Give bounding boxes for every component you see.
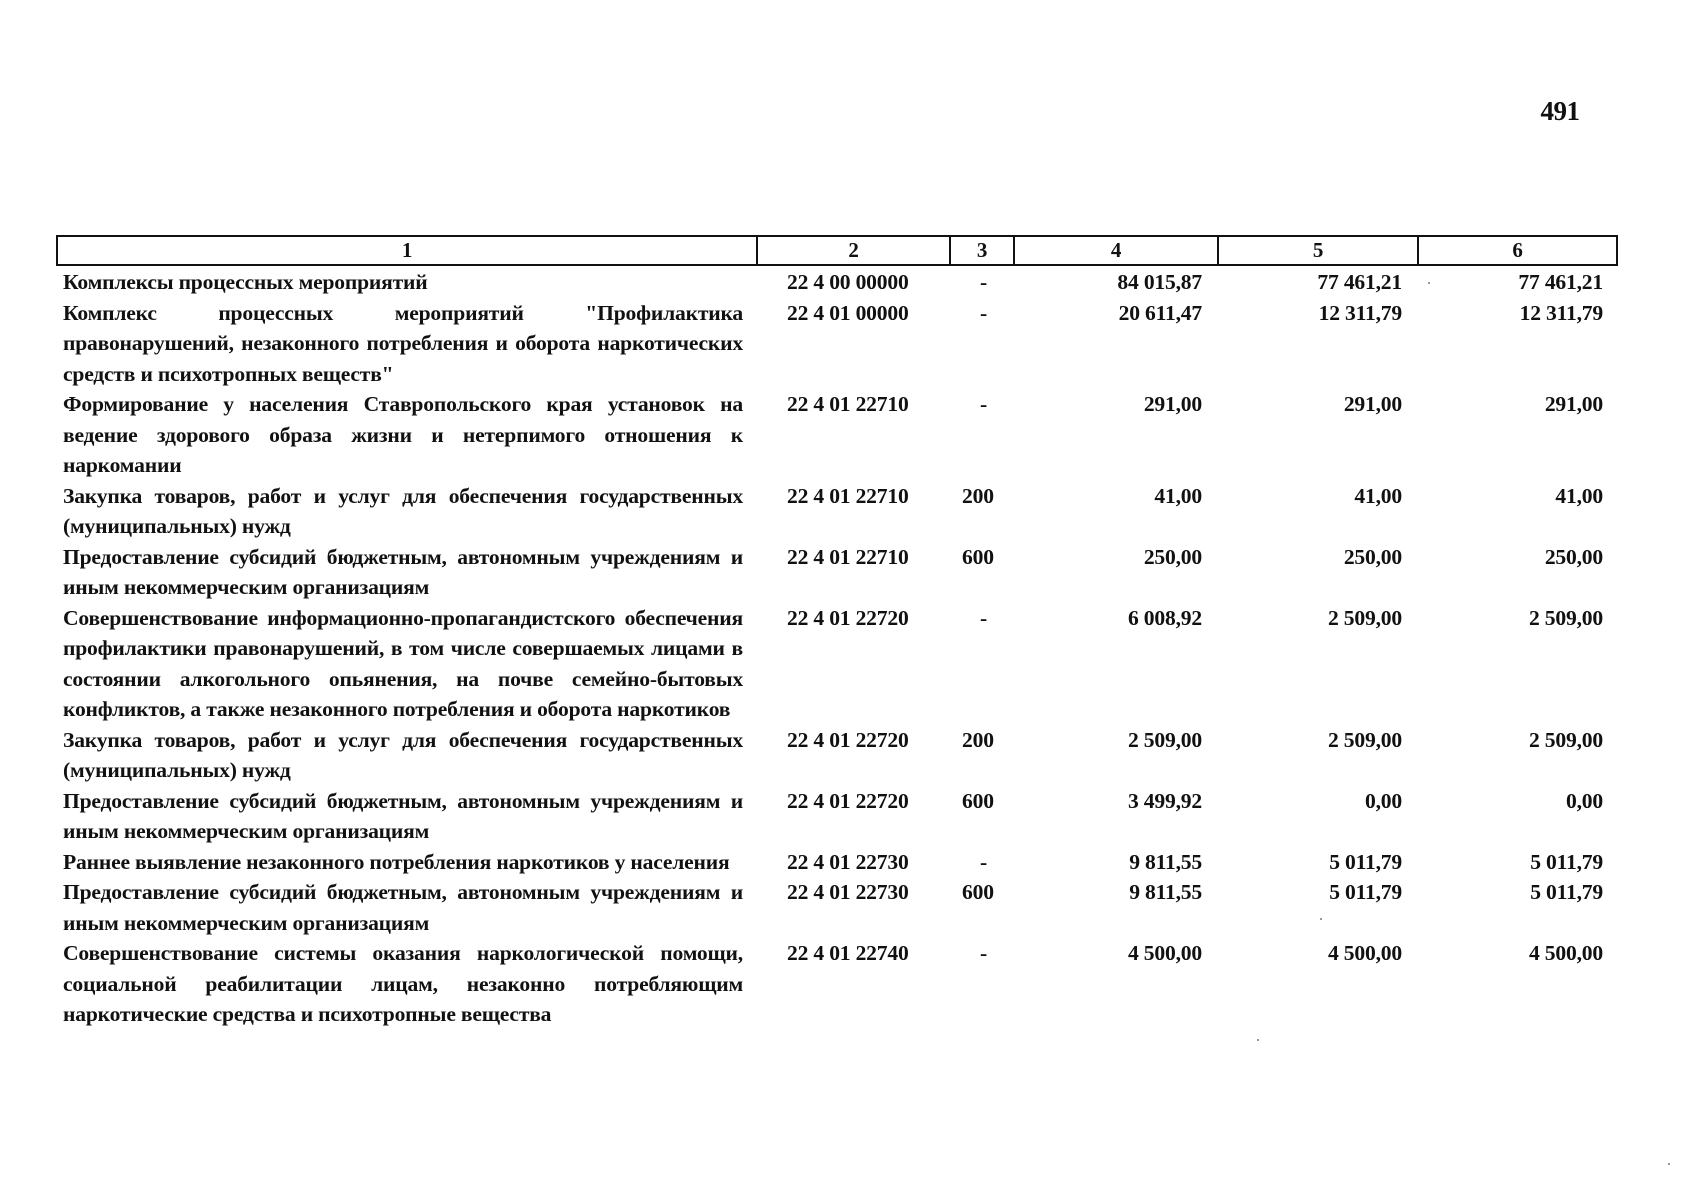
table-row — [57, 481, 1617, 542]
row-type-cell: 600 — [962, 880, 994, 904]
table-row — [57, 847, 1617, 878]
scan-speck — [1428, 282, 1430, 284]
row-type-cell: - — [980, 849, 987, 874]
row-code-cell: 22 4 01 22710 — [787, 544, 909, 569]
row-amount-col6-cell: 77 461,21 — [1518, 270, 1603, 294]
row-code-cell: 22 4 01 22710 — [787, 483, 909, 508]
table-row — [57, 265, 1617, 298]
row-code-cell: 22 4 01 22720 — [787, 605, 909, 630]
row-amount-col6-cell: 4 500,00 — [1529, 941, 1603, 965]
row-code-cell: 22 4 01 22730 — [787, 880, 909, 904]
row-type-cell: 200 — [962, 483, 994, 508]
row-code-cell: 22 4 01 22720 — [787, 727, 909, 752]
row-amount-col5-cell: 41,00 — [1354, 483, 1402, 508]
row-name-cell: Комплекс процессных мероприятий "Профилактика правонарушений, незаконного потребления и оборота наркотических средств и психотропных веществ" — [63, 300, 743, 386]
table-body — [57, 265, 1617, 1030]
row-name-cell: Предоставление субсидий бюджетным, автономным учреждениям и иным некоммерческим организациям — [63, 544, 743, 599]
row-type-cell: 600 — [962, 788, 994, 813]
table-row — [57, 938, 1617, 1030]
row-amount-col5-cell: 0,00 — [1365, 788, 1402, 813]
row-name-cell: Закупка товаров, работ и услуг для обеспечения государственных (муниципальных) нужд — [63, 483, 743, 538]
row-amount-col5-cell: 5 011,79 — [1329, 880, 1402, 904]
row-name-cell: Совершенствование системы оказания наркологической помощи, социальной реабилитации лицам, незаконно потребляющим наркотические средства и психотропные вещества — [63, 941, 743, 1026]
header-cell-3: 3 — [950, 236, 1014, 265]
row-name-cell: Предоставление субсидий бюджетным, автономным учреждениям и иным некоммерческим организациям — [63, 880, 743, 935]
row-amount-col5-cell: 12 311,79 — [1318, 300, 1402, 325]
scan-speck — [1257, 1039, 1259, 1041]
row-amount-col5-cell: 250,00 — [1343, 544, 1402, 569]
row-amount-col4-cell: 6 008,92 — [1128, 605, 1202, 630]
row-amount-col4-cell: 20 611,47 — [1118, 300, 1202, 325]
table-row — [57, 725, 1617, 786]
row-code-cell: 22 4 00 00000 — [787, 270, 909, 294]
row-amount-col4-cell: 41,00 — [1154, 483, 1202, 508]
row-name-cell: Совершенствование информационно-пропагандистского обеспечения профилактики правонарушений, в том числе совершаемых лицами в состоянии алкогольного опьянения, на почве семейно-бытовых конфликтов, а также незаконного потребления и оборота наркотиков — [63, 605, 743, 721]
row-amount-col4-cell: 250,00 — [1143, 544, 1202, 569]
scan-speck — [1668, 1163, 1670, 1165]
row-type-cell: - — [980, 270, 987, 294]
row-type-cell: - — [980, 300, 987, 325]
row-amount-col5-cell: 4 500,00 — [1328, 941, 1402, 965]
row-amount-col5-cell: 291,00 — [1343, 392, 1402, 416]
row-amount-col5-cell: 5 011,79 — [1329, 849, 1402, 874]
table-row — [57, 389, 1617, 481]
table-row — [57, 298, 1617, 390]
row-amount-col4-cell: 4 500,00 — [1128, 941, 1202, 965]
row-name-cell: Предоставление субсидий бюджетным, автономным учреждениям и иным некоммерческим организациям — [63, 788, 743, 843]
row-amount-col4-cell: 9 811,55 — [1129, 849, 1202, 874]
row-amount-col5-cell: 2 509,00 — [1328, 727, 1402, 752]
table-row — [57, 542, 1617, 603]
row-amount-col6-cell: 5 011,79 — [1530, 849, 1603, 874]
table-row — [57, 877, 1617, 938]
row-type-cell: 200 — [962, 727, 994, 752]
row-code-cell: 22 4 01 22730 — [787, 849, 909, 874]
row-code-cell: 22 4 01 00000 — [787, 300, 909, 325]
budget-table — [56, 235, 1618, 1030]
table-row — [57, 603, 1617, 725]
row-amount-col6-cell: 291,00 — [1544, 392, 1603, 416]
header-cell-2: 2 — [757, 236, 950, 265]
header-row — [57, 236, 1617, 265]
row-amount-col6-cell: 2 509,00 — [1529, 727, 1603, 752]
row-amount-col6-cell: 2 509,00 — [1529, 605, 1603, 630]
table-row — [57, 786, 1617, 847]
page-number: 491 — [1540, 96, 1580, 126]
row-name-cell: Раннее выявление незаконного потребления наркотиков у населения — [63, 849, 730, 874]
row-amount-col5-cell: 77 461,21 — [1317, 270, 1402, 294]
row-code-cell: 22 4 01 22710 — [787, 392, 909, 416]
header-cell-4: 4 — [1014, 236, 1218, 265]
row-amount-col4-cell: 3 499,92 — [1128, 788, 1202, 813]
row-amount-col4-cell: 2 509,00 — [1128, 727, 1202, 752]
row-type-cell: - — [980, 941, 987, 965]
row-amount-col6-cell: 250,00 — [1544, 544, 1603, 569]
row-amount-col5-cell: 2 509,00 — [1328, 605, 1402, 630]
row-amount-col4-cell: 291,00 — [1143, 392, 1202, 416]
row-amount-col4-cell: 84 015,87 — [1117, 270, 1202, 294]
header-cell-1: 1 — [57, 236, 757, 265]
row-amount-col6-cell: 41,00 — [1555, 483, 1603, 508]
row-name-cell: Комплексы процессных мероприятий — [63, 270, 428, 294]
table-header — [57, 236, 1617, 265]
row-amount-col6-cell: 12 311,79 — [1519, 300, 1603, 325]
row-amount-col6-cell: 5 011,79 — [1530, 880, 1603, 904]
row-name-cell: Закупка товаров, работ и услуг для обеспечения государственных (муниципальных) нужд — [63, 727, 743, 782]
row-code-cell: 22 4 01 22720 — [787, 788, 909, 813]
row-type-cell: - — [980, 605, 987, 630]
row-amount-col6-cell: 0,00 — [1566, 788, 1603, 813]
row-code-cell: 22 4 01 22740 — [787, 941, 909, 965]
header-cell-6: 6 — [1418, 236, 1617, 265]
row-amount-col4-cell: 9 811,55 — [1129, 880, 1202, 904]
row-name-cell: Формирование у населения Ставропольского края установок на ведение здорового образа жизни и нетерпимого отношения к наркомании — [63, 392, 743, 477]
row-type-cell: - — [980, 392, 987, 416]
scan-speck — [1320, 918, 1322, 920]
header-cell-5: 5 — [1218, 236, 1418, 265]
row-type-cell: 600 — [962, 544, 994, 569]
